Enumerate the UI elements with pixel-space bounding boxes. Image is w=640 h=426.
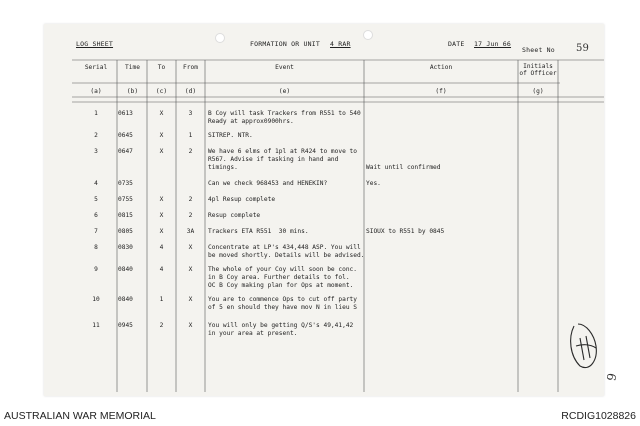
column-header-event: Event xyxy=(275,64,294,71)
cell-time: 0815 xyxy=(118,212,133,219)
column-header-from: From xyxy=(183,64,198,71)
column-key-b: (b) xyxy=(126,88,139,95)
cell-event: Can we check 968453 and HENEKIN? xyxy=(208,180,328,187)
log-sheet-title: LOG SHEET xyxy=(76,40,114,48)
footer-institution: AUSTRALIAN WAR MEMORIAL xyxy=(4,410,156,422)
formation-value: 4 RAR xyxy=(330,40,351,48)
cell-serial: 5 xyxy=(94,196,98,203)
column-key-g: (g) xyxy=(532,88,544,95)
column-header-to: To xyxy=(157,64,166,71)
cell-action: Yes. xyxy=(366,180,381,187)
cell-to: X xyxy=(159,110,164,117)
cell-to: X xyxy=(159,228,164,235)
cell-event: SITREP. NTR. xyxy=(208,132,253,139)
column-key-f: (f) xyxy=(435,88,447,95)
cell-from: X xyxy=(188,296,193,303)
cell-event: We have 6 elms of 1pl at R424 to move to R567. Advise if tasking in hand and timings. xyxy=(208,148,358,171)
cell-to: X xyxy=(159,196,164,203)
cell-from: 1 xyxy=(188,132,193,139)
cell-event: Resup complete xyxy=(208,212,261,219)
cell-from: 2 xyxy=(188,148,193,155)
column-key-c: (c) xyxy=(155,88,168,95)
cell-time: 0735 xyxy=(118,180,133,187)
cell-serial: 4 xyxy=(94,180,98,187)
cell-time: 0755 xyxy=(118,196,133,203)
cell-event: Trackers ETA R551 30 mins. xyxy=(208,228,309,235)
officer-signature xyxy=(566,316,602,376)
cell-to: X xyxy=(159,132,164,139)
cell-to: 4 xyxy=(159,244,164,251)
sheet-number: 59 xyxy=(576,43,590,54)
cell-serial: 10 xyxy=(92,296,100,303)
cell-event: B Coy will task Trackers from R551 to 540 Ready at approx0900hrs. xyxy=(208,110,361,125)
cell-serial: 11 xyxy=(92,322,100,329)
cell-to: X xyxy=(159,148,164,155)
cell-event: The whole of your Coy will soon be conc. in B Coy area. Further details to fol. OC B Coy making plan for Ops at moment. xyxy=(208,266,358,289)
cell-time: 0840 xyxy=(118,266,133,273)
cell-time: 0830 xyxy=(118,244,133,251)
cell-to: 4 xyxy=(159,266,164,273)
column-header-initials: Initials of Officer xyxy=(519,63,557,77)
cell-from: 3A xyxy=(186,228,195,235)
cell-action: Wait until confirmed xyxy=(366,164,441,171)
cell-from: X xyxy=(188,322,193,329)
cell-serial: 7 xyxy=(94,228,98,235)
cell-time: 0647 xyxy=(118,148,133,155)
column-key-e: (e) xyxy=(278,88,291,95)
cell-from: 2 xyxy=(188,212,193,219)
cell-event: You will only be getting Q/S's 49,41,42 in your area at present. xyxy=(208,322,354,337)
date-value: 17 Jun 66 xyxy=(474,40,512,48)
cell-to: X xyxy=(159,212,164,219)
cell-time: 0945 xyxy=(118,322,133,329)
column-header-time: Time xyxy=(125,64,140,71)
sheet-label: Sheet No xyxy=(522,46,555,54)
cell-time: 0613 xyxy=(118,110,133,117)
column-header-action: Action xyxy=(429,64,453,71)
cell-to: 1 xyxy=(159,296,164,303)
formation-label: FORMATION OR UNIT xyxy=(250,40,320,48)
cell-serial: 2 xyxy=(94,132,98,139)
cell-from: 2 xyxy=(188,196,193,203)
cell-event: 4pl Resup complete xyxy=(208,196,276,203)
column-header-serial: Serial xyxy=(84,64,108,71)
cell-serial: 8 xyxy=(94,244,98,251)
cell-from: X xyxy=(188,266,193,273)
handwritten-page-number: 9 xyxy=(604,371,620,383)
cell-from: X xyxy=(188,244,193,251)
cell-time: 0840 xyxy=(118,296,133,303)
cell-serial: 6 xyxy=(94,212,98,219)
column-key-d: (d) xyxy=(184,88,197,95)
cell-event: You are to commence Ops to cut off party of 5 en should they have mov N in lieu S xyxy=(208,296,358,311)
cell-event: Concentrate at LP's 434,448 ASP. You will be moved shortly. Details will be advised. xyxy=(208,244,365,259)
column-key-a: (a) xyxy=(90,88,102,95)
cell-serial: 3 xyxy=(94,148,98,155)
footer-record-id: RCDIG1028826 xyxy=(561,410,636,422)
cell-serial: 9 xyxy=(94,266,98,273)
cell-from: 3 xyxy=(188,110,193,117)
cell-action: SIOUX to R551 by 0845 xyxy=(366,228,445,235)
cell-to: 2 xyxy=(159,322,164,329)
cell-time: 0645 xyxy=(118,132,133,139)
date-label: DATE xyxy=(448,40,465,48)
cell-time: 0805 xyxy=(118,228,133,235)
cell-serial: 1 xyxy=(94,110,98,117)
